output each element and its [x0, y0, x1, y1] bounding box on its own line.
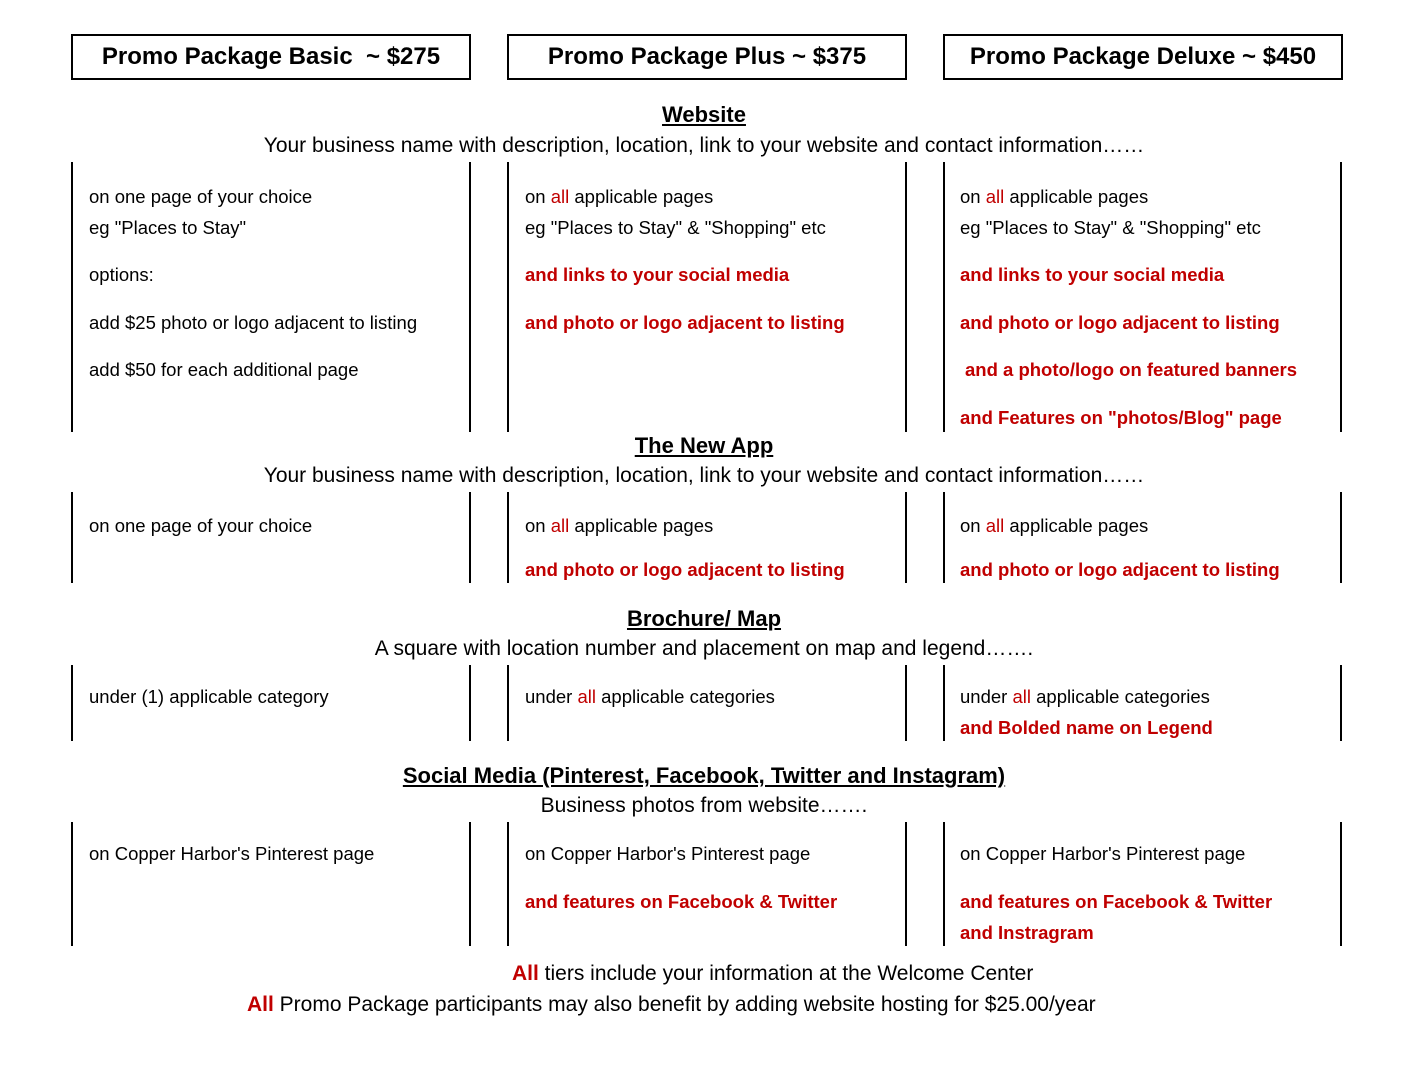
column-divider [905, 492, 907, 583]
app-deluxe-line: on all applicable pages [960, 515, 1149, 536]
column-divider [1340, 162, 1342, 432]
column-divider [71, 665, 73, 741]
app-deluxe-line: and photo or logo adjacent to listing [960, 559, 1280, 580]
column-divider [507, 665, 509, 741]
website-deluxe-line: eg "Places to Stay" & "Shopping" etc [960, 217, 1261, 238]
social-section-subtitle: Business photos from website……. [540, 794, 868, 817]
package-deluxe-header: Promo Package Deluxe ~ $450 [943, 34, 1343, 80]
website-basic-line: add $25 photo or logo adjacent to listing [89, 312, 418, 333]
column-divider [469, 665, 471, 741]
app-plus-line: and photo or logo adjacent to listing [525, 559, 845, 580]
emphasis-all: all [1012, 686, 1031, 707]
website-plus-line: on all applicable pages [525, 186, 714, 207]
column-divider [943, 822, 945, 946]
column-divider [71, 162, 73, 432]
brochure-basic-line: under (1) applicable category [89, 686, 329, 707]
emphasis-all: all [577, 686, 596, 707]
website-plus-line: and photo or logo adjacent to listing [525, 312, 845, 333]
footer-line-1: All tiers include your information at the Welcome Center [512, 962, 1034, 985]
column-divider [905, 822, 907, 946]
emphasis-all: All [512, 962, 539, 985]
website-deluxe-line: on all applicable pages [960, 186, 1149, 207]
website-deluxe-line: and links to your social media [960, 264, 1225, 285]
website-deluxe-line: and photo or logo adjacent to listing [960, 312, 1280, 333]
website-basic-line: options: [89, 264, 154, 285]
emphasis-all: All [247, 993, 274, 1016]
social-deluxe-line: and Instragram [960, 922, 1094, 943]
social-section-title: Social Media (Pinterest, Facebook, Twitter and Instagram) [402, 763, 1006, 788]
website-deluxe-line: and a photo/logo on featured banners [965, 359, 1297, 380]
website-plus-line: eg "Places to Stay" & "Shopping" etc [525, 217, 826, 238]
column-divider [469, 492, 471, 583]
column-divider [905, 665, 907, 741]
column-divider [469, 162, 471, 432]
app-section-title: The New App [634, 433, 774, 458]
column-divider [71, 492, 73, 583]
column-divider [71, 822, 73, 946]
social-basic-line: on Copper Harbor's Pinterest page [89, 843, 375, 864]
emphasis-all: all [985, 515, 1005, 536]
column-divider [507, 822, 509, 946]
emphasis-all: all [550, 515, 570, 536]
column-divider [905, 162, 907, 432]
footer-line-2: All Promo Package participants may also benefit by adding website hosting for $25.00/year [247, 993, 1096, 1016]
package-plus-header: Promo Package Plus ~ $375 [507, 34, 907, 80]
column-divider [943, 492, 945, 583]
website-basic-line: add $50 for each additional page [89, 359, 359, 380]
app-section-subtitle: Your business name with description, location, link to your website and contact information…… [263, 464, 1145, 487]
brochure-deluxe-line: under all applicable categories [960, 686, 1210, 707]
social-plus-line: and features on Facebook & Twitter [525, 891, 838, 912]
column-divider [1340, 665, 1342, 741]
social-deluxe-line: on Copper Harbor's Pinterest page [960, 843, 1246, 864]
social-deluxe-line: and features on Facebook & Twitter [960, 891, 1273, 912]
brochure-plus-line: under all applicable categories [525, 686, 775, 707]
column-divider [1340, 492, 1342, 583]
column-divider [1340, 822, 1342, 946]
website-section-subtitle: Your business name with description, location, link to your website and contact information…… [263, 134, 1145, 157]
social-plus-line: on Copper Harbor's Pinterest page [525, 843, 811, 864]
brochure-deluxe-line: and Bolded name on Legend [960, 717, 1213, 738]
brochure-section-title: Brochure/ Map [626, 606, 782, 631]
column-divider [943, 665, 945, 741]
emphasis-all: all [550, 186, 570, 207]
column-divider [507, 492, 509, 583]
column-divider [469, 822, 471, 946]
website-deluxe-line: and Features on "photos/Blog" page [960, 407, 1282, 428]
website-section-title: Website [662, 102, 746, 127]
column-divider [943, 162, 945, 432]
website-basic-line: on one page of your choice [89, 186, 313, 207]
app-basic-line: on one page of your choice [89, 515, 313, 536]
package-basic-header: Promo Package Basic ~ $275 [71, 34, 471, 80]
app-plus-line: on all applicable pages [525, 515, 714, 536]
website-basic-line: eg "Places to Stay" [89, 217, 247, 238]
brochure-section-subtitle: A square with location number and placement on map and legend……. [374, 637, 1034, 660]
website-plus-line: and links to your social media [525, 264, 790, 285]
emphasis-all: all [985, 186, 1005, 207]
column-divider [507, 162, 509, 432]
